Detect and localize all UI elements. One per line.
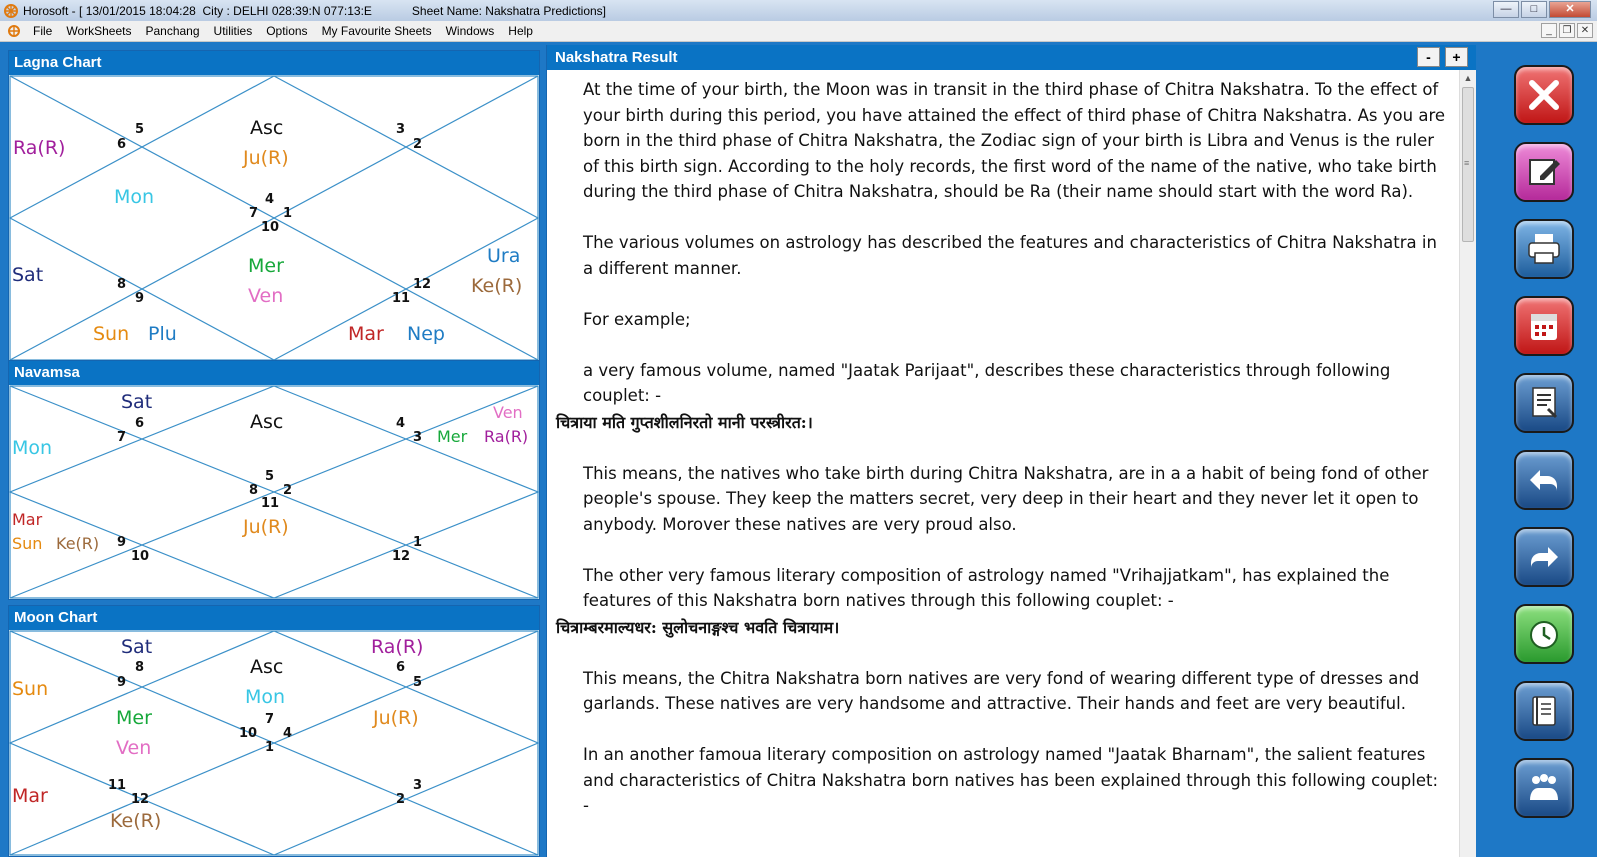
navamsa-house-num: 12	[392, 549, 411, 564]
moon-ju: Ju(R)	[373, 707, 419, 729]
edit-icon	[1524, 152, 1564, 192]
navamsa-house-num: 4	[396, 416, 406, 431]
lagna-house-num: 11	[392, 291, 411, 306]
scroll-up-icon[interactable]: ▲	[1463, 73, 1473, 83]
lagna-ra: Ra(R)	[13, 137, 66, 159]
menu-panchang[interactable]: Panchang	[145, 24, 200, 38]
navamsa-title: Navamsa	[9, 361, 539, 385]
clock-button[interactable]	[1514, 604, 1574, 664]
app-logo-icon	[3, 3, 19, 19]
moon-ke: Ke(R)	[110, 810, 162, 832]
navamsa-house-num: 6	[135, 416, 145, 431]
mdi-close-button[interactable]: ✕	[1577, 23, 1593, 38]
navamsa-sat: Sat	[121, 391, 153, 413]
result-paragraph: At the time of your birth, the Moon was in transit in the third phase of Chitra Nakshatra. To the effect of your birth during this period, you have attained the effect of third phase of Chitra Nakshatra. As you are born in the third phase of Chitra Nakshatra, the Zodiac sign of your birth is Libra and Venus is the ruler of this birth sign. According to the holy records, the first word of the name of the native, who take birth during the third phase of Chitra Nakshatra, should be Ra (their name should start with the word Ra).	[583, 80, 1446, 201]
lagna-asc: Asc	[250, 117, 284, 139]
lagna-house-num: 6	[117, 137, 127, 152]
nakshatra-result-text[interactable]	[547, 70, 1460, 857]
zoom-in-button[interactable]: +	[1445, 47, 1468, 67]
moon-house-num: 8	[135, 660, 145, 675]
lagna-chart-title: Lagna Chart	[9, 51, 539, 75]
moon-house-num: 11	[108, 778, 127, 793]
document-icon	[1524, 383, 1564, 423]
menu-file[interactable]: File	[33, 24, 53, 38]
maximize-button[interactable]: □	[1521, 1, 1547, 18]
moon-house-num: 9	[117, 675, 127, 690]
moon-chart-title: Moon Chart	[9, 606, 539, 630]
moon-chart-panel	[8, 605, 540, 857]
moon-house-num: 1	[265, 740, 275, 755]
nakshatra-result-header	[547, 45, 1476, 70]
sheet-icon[interactable]	[6, 23, 22, 39]
moon-house-num: 7	[265, 712, 275, 727]
moon-sat: Sat	[121, 636, 153, 658]
calendar-button[interactable]	[1514, 296, 1574, 356]
moon-house-num: 3	[413, 778, 423, 793]
close-button[interactable]: ✕	[1549, 1, 1591, 18]
menu-bar	[0, 21, 1597, 42]
minimize-button[interactable]: —	[1493, 1, 1519, 18]
menu-worksheets[interactable]: WorkSheets	[66, 24, 132, 38]
navamsa-chart[interactable]	[9, 385, 539, 599]
book-icon	[1524, 691, 1564, 731]
document-button[interactable]	[1514, 373, 1574, 433]
lagna-house-num: 4	[265, 192, 275, 207]
navamsa-house-num: 8	[249, 483, 259, 498]
menu-windows[interactable]: Windows	[445, 24, 495, 38]
navamsa-house-num: 10	[131, 549, 150, 564]
menu-options[interactable]: Options	[266, 24, 308, 38]
moon-house-num: 6	[396, 660, 406, 675]
result-paragraph: The various volumes on astrology has described the features and characteristics of Chitra Nakshatra in a different manner.	[583, 233, 1437, 278]
moon-ra: Ra(R)	[371, 636, 424, 658]
lagna-sun: Sun	[93, 323, 130, 345]
result-paragraph: a very famous volume, named "Jaatak Parijaat", describes these characteristics through following couplet: -	[583, 360, 1391, 405]
calendar-icon	[1524, 306, 1564, 346]
lagna-house-num: 8	[117, 277, 127, 292]
edit-button[interactable]	[1514, 142, 1574, 202]
menu-utilities[interactable]: Utilities	[213, 24, 253, 38]
moon-ven: Ven	[116, 737, 152, 759]
navamsa-house-num: 11	[261, 496, 280, 511]
sheet-name: Sheet Name: Nakshatra Predictions]	[411, 3, 607, 18]
menu-my-favourite-sheets[interactable]: My Favourite Sheets	[321, 24, 432, 38]
navamsa-house-num: 5	[265, 469, 275, 484]
zoom-out-button[interactable]: -	[1417, 47, 1440, 67]
lagna-house-num: 9	[135, 291, 145, 306]
lagna-ju: Ju(R)	[243, 147, 289, 169]
navamsa-mer: Mer	[437, 427, 468, 446]
nakshatra-result-title: Nakshatra Result	[555, 49, 678, 66]
lagna-nep: Nep	[407, 323, 445, 345]
title-bar	[0, 0, 1597, 21]
book-button[interactable]	[1514, 681, 1574, 741]
print-button[interactable]	[1514, 219, 1574, 279]
moon-house-num: 5	[413, 675, 423, 690]
lagna-plu: Plu	[148, 323, 177, 345]
result-paragraph: This means, the natives who take birth during Chitra Nakshatra, are in a a habit of being fond of other people's spouse. They keep the matters secret, very deep in their heart and they never let it open to anybody. Morover these natives are very proud also.	[583, 463, 1429, 534]
lagna-house-num: 1	[283, 206, 293, 221]
print-icon	[1524, 229, 1564, 269]
lagna-ke: Ke(R)	[471, 275, 523, 297]
result-paragraph: This means, the Chitra Nakshatra born natives are very fond of wearing different type of dresses and garlands. These natives are very handsome and attractive. Their hands and feet are very beautiful.	[583, 668, 1420, 713]
moon-chart[interactable]	[9, 630, 539, 856]
navamsa-house-num: 3	[413, 430, 423, 445]
lagna-house-num: 2	[413, 137, 423, 152]
lagna-house-num: 7	[249, 206, 259, 221]
right-toolbar	[1500, 45, 1597, 857]
lagna-ven: Ven	[248, 285, 284, 307]
forward-button[interactable]	[1514, 527, 1574, 587]
lagna-chart-panel	[8, 50, 540, 362]
navamsa-ke: Ke(R)	[56, 534, 100, 553]
navamsa-house-num: 1	[413, 535, 423, 550]
lagna-house-num: 3	[396, 122, 406, 137]
lagna-mon: Mon	[114, 186, 155, 208]
sanskrit-couplet: चित्राम्बरमाल्यधर: सुलोचनाङ्गश्च भवति चित्रायाम।	[556, 618, 840, 637]
nakshatra-result-panel	[546, 45, 1476, 857]
moon-asc: Asc	[250, 656, 284, 678]
result-paragraph: The other very famous literary composition of astrology named "Vrihajjatkam", has explained the features of this Nakshatra born natives through this following couplet: -	[583, 565, 1390, 610]
moon-house-num: 2	[396, 792, 406, 807]
forward-icon	[1524, 537, 1564, 577]
navamsa-mar: Mar	[12, 510, 43, 529]
tools-icon	[1524, 75, 1564, 115]
meeting-button[interactable]	[1514, 758, 1574, 818]
lagna-mar: Mar	[348, 323, 384, 345]
lagna-sat: Sat	[12, 264, 44, 286]
navamsa-sun: Sun	[12, 534, 43, 553]
result-paragraph: In an another famoua literary composition on astrology named "Jaatak Bharnam", the salient features and characteristics of Chitra Nakshatra born natives has been explained through this following couplet: -	[583, 745, 1439, 815]
result-scrollbar[interactable]	[1459, 70, 1476, 857]
navamsa-house-num: 7	[117, 430, 127, 445]
moon-sun: Sun	[12, 678, 49, 700]
navamsa-panel	[8, 360, 540, 600]
app-title: Horosoft - [ 13/01/2015 18:04:28 City : DELHI 028:39:N 077:13:E	[23, 3, 372, 18]
navamsa-asc: Asc	[250, 411, 284, 433]
navamsa-ra: Ra(R)	[484, 427, 529, 446]
sanskrit-couplet: चित्राया मति गुप्तशीलनिरतो मानी परस्त्रीरत:।	[556, 413, 813, 432]
result-paragraph: For example;	[583, 309, 691, 329]
back-button[interactable]	[1514, 450, 1574, 510]
moon-house-num: 12	[131, 792, 150, 807]
navamsa-house-num: 2	[283, 483, 293, 498]
lagna-house-num: 12	[413, 277, 432, 292]
moon-mar: Mar	[12, 785, 48, 807]
clock-icon	[1524, 614, 1564, 654]
back-icon	[1524, 460, 1564, 500]
lagna-mer: Mer	[248, 255, 284, 277]
navamsa-ven: Ven	[493, 403, 523, 422]
navamsa-mon: Mon	[12, 437, 53, 459]
mdi-restore-button[interactable]: ❐	[1559, 23, 1575, 38]
moon-mon: Mon	[245, 686, 286, 708]
moon-mer: Mer	[116, 707, 152, 729]
navamsa-ju: Ju(R)	[243, 516, 289, 538]
tools-button[interactable]	[1514, 65, 1574, 125]
moon-house-num: 10	[239, 726, 258, 741]
lagna-house-num: 5	[135, 122, 145, 137]
mdi-minimize-button[interactable]: _	[1541, 23, 1557, 38]
meeting-icon	[1524, 768, 1564, 808]
navamsa-house-num: 9	[117, 535, 127, 550]
scroll-grip-icon: ≡	[1464, 158, 1470, 168]
moon-house-num: 4	[283, 726, 293, 741]
lagna-chart[interactable]	[9, 75, 539, 361]
lagna-ura: Ura	[487, 245, 521, 267]
lagna-house-num: 10	[261, 220, 280, 235]
menu-help[interactable]: Help	[508, 24, 533, 38]
